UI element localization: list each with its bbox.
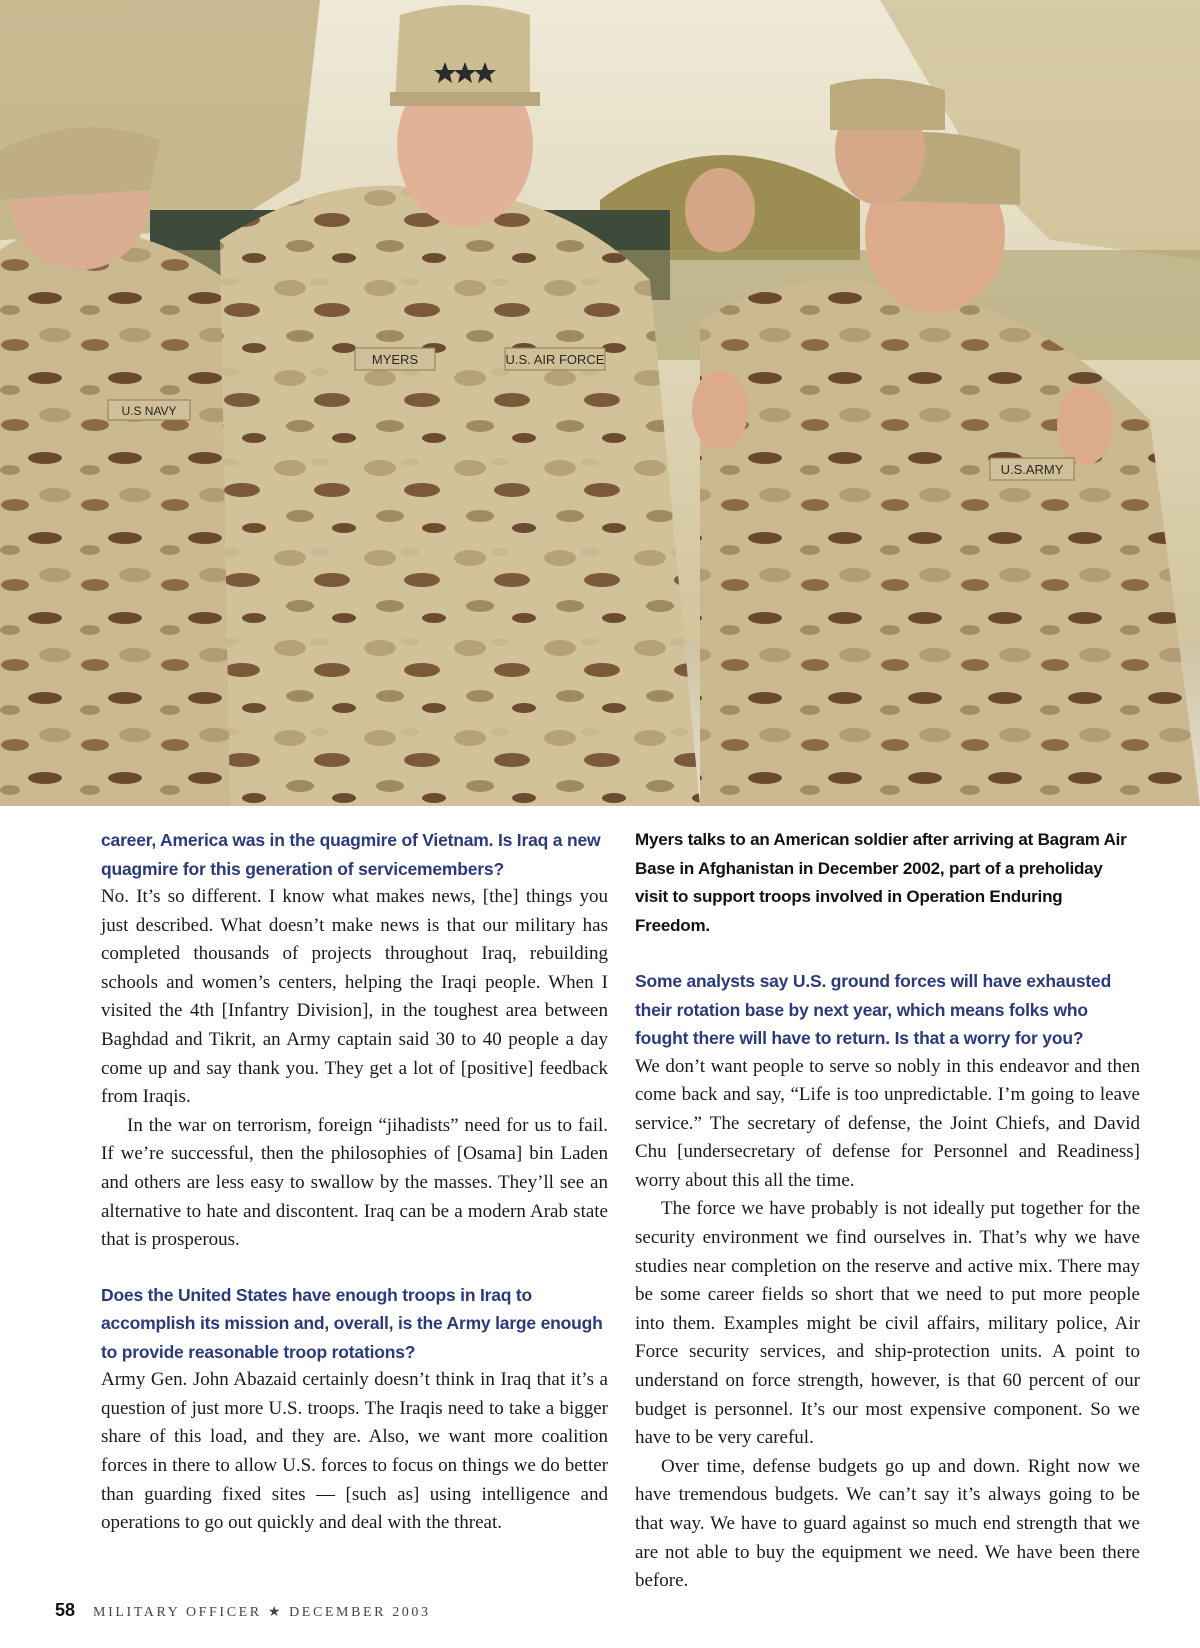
patch-army: U.S.ARMY bbox=[1000, 462, 1064, 477]
answer-rotation-p1: We don’t want people to serve so nobly in this endeavor and then come back and say, “Life is too unpredictable. I’m going to leave service.” The secretary of defense, the Joint Chiefs, and David Chu [undersecretary of defense for Personnel and Readiness] worry about this all the time. bbox=[635, 1055, 1140, 1191]
photo-caption: Myers talks to an American soldier after arriving at Bagram Air Base in Afghanistan in December 2002, part of a preholiday visit to support troops involved in Operation Enduring Freedom. bbox=[635, 830, 1127, 935]
answer-rotation-p2: The force we have probably is not ideally put together for the security environment we find ourselves in. That’s why we have studies near completion on the reserve and active mix. There may be some career fields so short that we need to put more people into them. Examples might be civil affairs, military police, Air Force security services, and ship-protection units. A point to understand on force strength, however, is that 60 percent of our budget is personnel. It’s our most expensive component. So we have to be very careful. bbox=[635, 1198, 1140, 1449]
magazine-line: MILITARY OFFICER ★ DECEMBER 2003 bbox=[93, 1605, 431, 1620]
cover-photo bbox=[0, 0, 1200, 806]
question-rotation: Some analysts say U.S. ground forces will have exhausted their rotation base by next year, which means folks who fought there will have to return. Is that a worry for you? bbox=[635, 971, 1112, 1048]
page-number: 58 bbox=[55, 1600, 76, 1620]
patch-myers: MYERS bbox=[371, 352, 419, 367]
right-column bbox=[635, 826, 1140, 1596]
page-footer bbox=[55, 1600, 431, 1621]
answer-rotation-p3: Over time, defense budgets go up and down. Right now we have tremendous budgets. We can’t say it’s always going to be that way. We have to guard against so much end strength that we are not able to buy the equipment we need. We have been there before. bbox=[635, 1455, 1140, 1592]
patch-navy: U.S NAVY bbox=[121, 404, 177, 418]
left-column bbox=[101, 826, 608, 1538]
answer-vietnam-p1: No. It’s so different. I know what makes news, [the] things you just described. What doesn’t make news is that our military has completed thousands of projects throughout Iraq, rebuilding schools and women’s centers, helping the Iraqi people. When I visited the 4th [Infantry Division], in the toughest area between Baghdad and Tikrit, an Army captain said 30 to 40 people a day come up and say thank you. They get a lot of [positive] feedback from Iraqis. bbox=[101, 886, 608, 1108]
answer-troops-p1: Army Gen. John Abazaid certainly doesn’t think in Iraq that it’s a question of just more U.S. troops. The Iraqis need to take a bigger share of this load, and they are. Also, we want more coalition forces in there to allow U.S. forces to focus on things we do better than guarding fixed sites — [such as] using intelligence and operations to go out quickly and deal with the threat. bbox=[101, 1369, 608, 1534]
question-troops: Does the United States have enough troops in Iraq to accomplish its mission and, overall, is the Army large enough to provide reasonable troop rotations? bbox=[101, 1284, 603, 1362]
answer-vietnam-p2: In the war on terrorism, foreign “jihadists” need for us to fail. If we’re successful, then the philosophies of [Osama] bin Laden and others are less easy to swallow by the masses. They’ll see an alternative to hate and discontent. Iraq can be a modern Arab state that is prosperous. bbox=[101, 1114, 608, 1251]
question-vietnam: career, America was in the quagmire of Vietnam. Is Iraq a new quagmire for this generation of servicemembers? bbox=[101, 830, 601, 879]
patch-air-force: U.S. AIR FORCE bbox=[505, 352, 605, 367]
